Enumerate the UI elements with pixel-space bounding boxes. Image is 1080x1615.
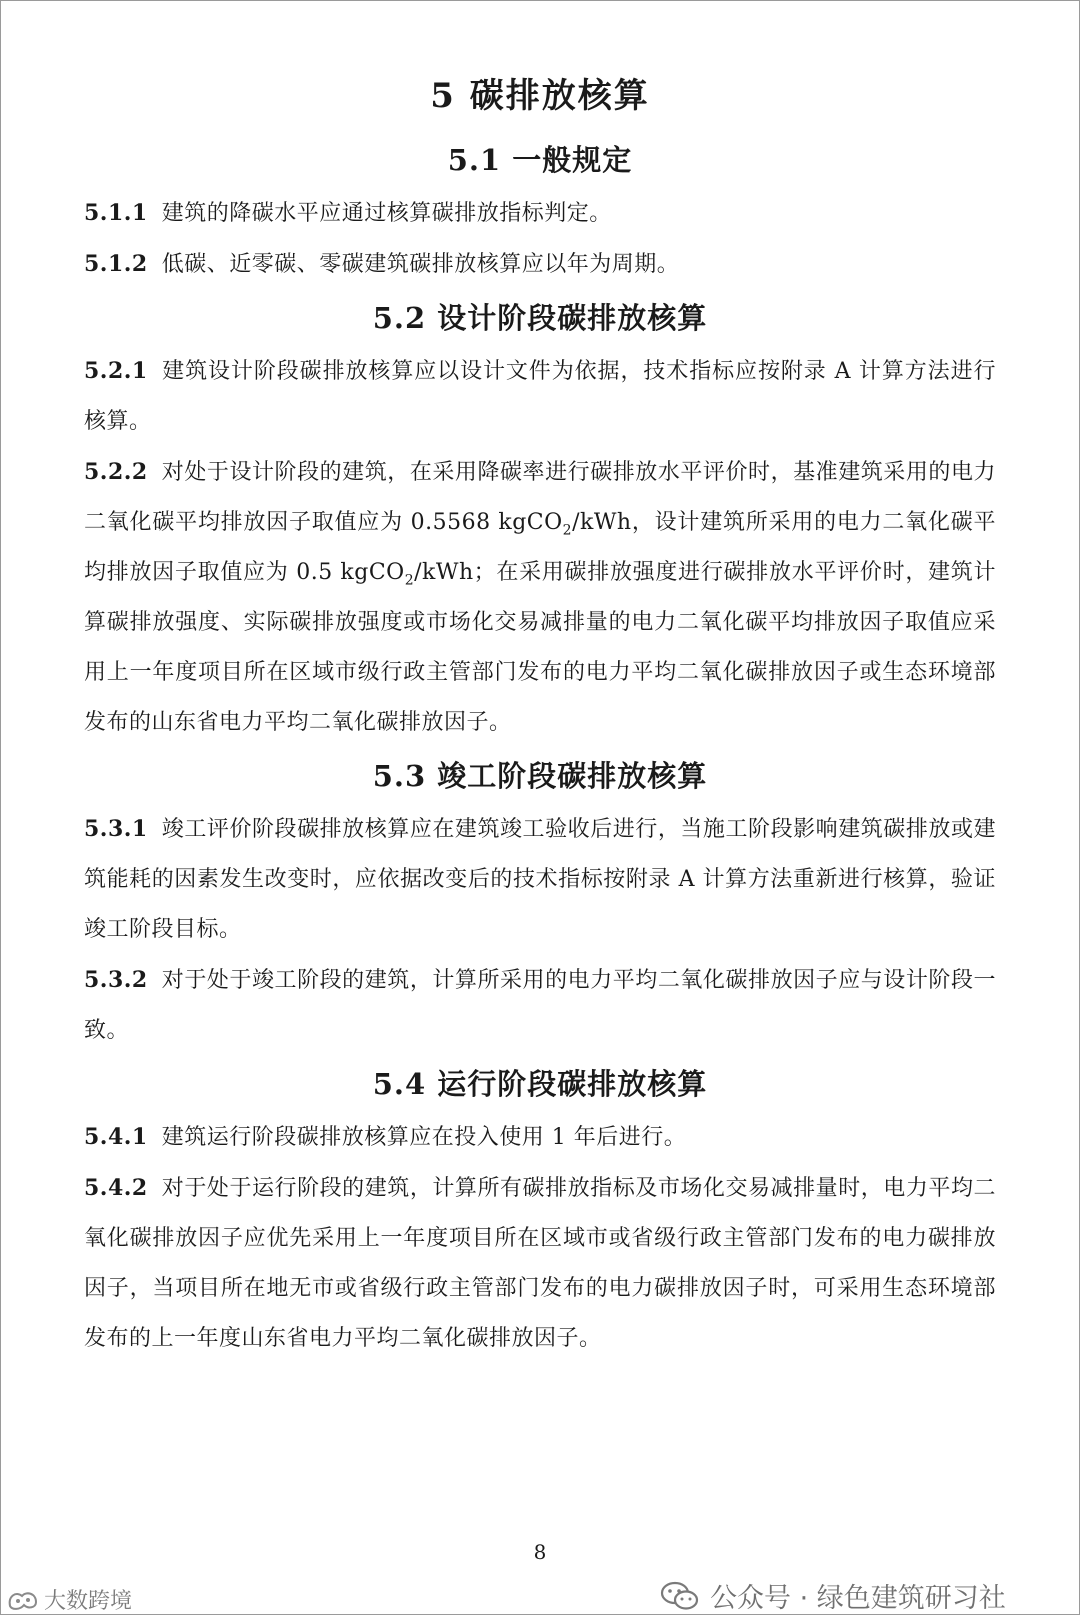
- clause-number: 5.4.1: [84, 1124, 148, 1150]
- clause-number: 5.4.2: [84, 1175, 148, 1201]
- corner-watermark: [6, 1584, 132, 1615]
- clause-text: 对于处于竣工阶段的建筑，计算所采用的电力平均二氧化碳排放因子应与设计阶段一致。: [84, 968, 996, 1043]
- section-title-5-3: 5.3 竣工阶段碳排放核算: [372, 759, 708, 793]
- clause-text-part: /kWh，设计建筑所采用的电力二氧化碳平均排放因子取值应为 0.5 kgCO: [84, 510, 997, 585]
- clause-text-part: /kWh；在采用碳排放强度进行碳排放水平评价时，建筑计算碳排放强度、实际碳排放强度或市场化交易减排量的电力二氧化碳平均排放因子取值应采用上一年度项目所在区域市级行政主管部门发布的电力平均二氧化碳排放因子或生态环境部发布的山东省电力平均二氧化碳排放因子。: [84, 560, 996, 735]
- clause-text: 建筑的降碳水平应通过核算碳排放指标判定。: [161, 201, 612, 226]
- wechat-icon: [660, 1581, 700, 1611]
- clause-number: 5.1.1: [84, 200, 148, 226]
- clause-number: 5.2.1: [84, 358, 148, 384]
- clause-number: 5.2.2: [84, 459, 148, 485]
- wechat-watermark: [660, 1576, 1006, 1615]
- document-body: [84, 66, 996, 1364]
- clause-text: 低碳、近零碳、零碳建筑碳排放核算应以年为周期。: [161, 252, 680, 277]
- page-number: 8: [533, 1540, 547, 1564]
- clause-5-1-1: [84, 188, 996, 239]
- clause-number: 5.1.2: [84, 251, 148, 277]
- clause-text: 建筑设计阶段碳排放核算应以设计文件为依据，技术指标应按附录 A 计算方法进行核算。: [84, 359, 996, 434]
- clause-5-3-2: [84, 955, 996, 1056]
- clause-5-4-1: [84, 1112, 996, 1163]
- chapter-title: 5 碳排放核算: [430, 76, 650, 116]
- section-title-5-4: 5.4 运行阶段碳排放核算: [372, 1067, 708, 1101]
- clause-5-2-1: [84, 346, 996, 447]
- subscript-2: 2: [404, 572, 415, 589]
- clause-number: 5.3.1: [84, 816, 148, 842]
- clause-5-1-2: [84, 239, 996, 290]
- clause-5-2-2: [84, 447, 996, 748]
- brand-logo-icon: [6, 1588, 40, 1612]
- clause-text-part: 对处于设计阶段的建筑，在采用降碳率进行碳排放水平评价时，基准建筑采用的电力二氧化碳平均排放因子取值应为 0.5568 kgCO: [84, 460, 996, 535]
- clause-number: 5.3.2: [84, 967, 148, 993]
- clause-5-4-2: [84, 1163, 996, 1364]
- watermark-text: 公众号 · 绿色建筑研习社: [710, 1583, 1006, 1614]
- section-title-5-1: 5.1 一般规定: [447, 143, 633, 177]
- subscript-2: 2: [562, 522, 573, 539]
- clause-text: 建筑运行阶段碳排放核算应在投入使用 1 年后进行。: [161, 1125, 687, 1150]
- clause-text: 对于处于运行阶段的建筑，计算所有碳排放指标及市场化交易减排量时，电力平均二氧化碳排放因子应优先采用上一年度项目所在区域市或省级行政主管部门发布的电力碳排放因子，当项目所在地无市或省级行政主管部门发布的电力碳排放因子时，可采用生态环境部发布的上一年度山东省电力平均二氧化碳排放因子。: [84, 1176, 996, 1351]
- clause-text: 竣工评价阶段碳排放核算应在建筑竣工验收后进行，当施工阶段影响建筑碳排放或建筑能耗的因素发生改变时，应依据改变后的技术指标按附录 A 计算方法重新进行核算，验证竣工阶段目标。: [84, 817, 996, 942]
- clause-5-3-1: [84, 804, 996, 955]
- corner-watermark-text: 大数跨境: [44, 1589, 133, 1614]
- section-title-5-2: 5.2 设计阶段碳排放核算: [372, 301, 708, 335]
